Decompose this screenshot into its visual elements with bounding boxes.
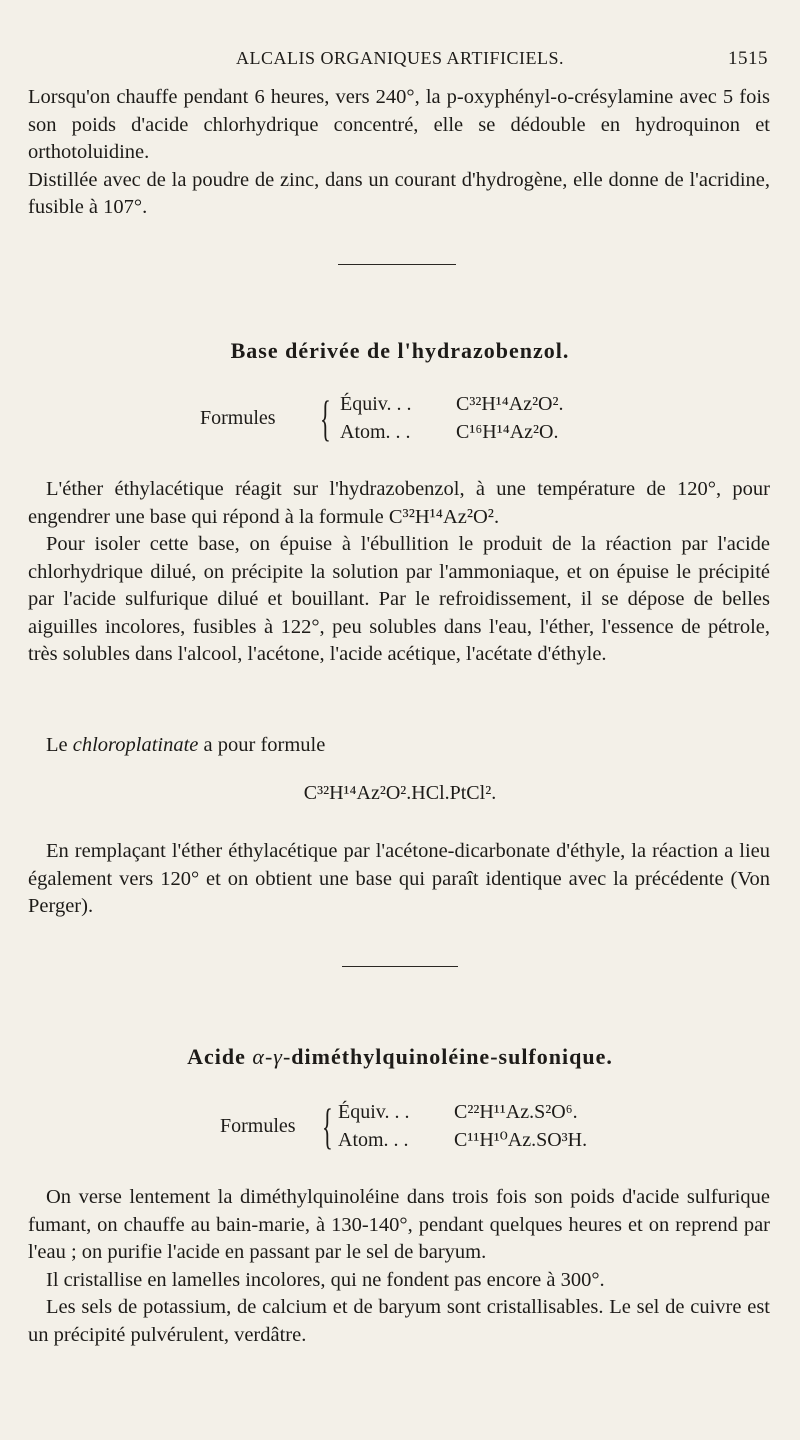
section-2-formulas [220, 1098, 640, 1158]
p3-italic-term: chloroplatinate [72, 734, 199, 756]
equiv-formula: C³²H¹⁴Az²O². [456, 393, 564, 415]
atom-formula: C¹¹H¹⁰Az.SO³H. [454, 1129, 588, 1151]
section-1-formulas [200, 390, 620, 450]
section-divider-1 [338, 264, 456, 265]
p3-suffix: a pour formule [198, 734, 326, 756]
formulas-label: Formules [220, 1115, 296, 1137]
section-1-paragraph-2: Pour isoler cette base, on épuise à l'ébullition le produit de la réaction par l'acide chlorhydrique dilué, on précipite la solution par l'ammoniaque, et on épuise le précipité par l'acide sulfurique dilué et bouillant. Par le refroidissement, il se dépose de belles aiguilles incolores, fusibles à 122°, peu solubles dans l'eau, l'éther, l'essence de pétrole, très solubles dans l'alcool, l'acétone, l'acide acétique, l'acétate d'éthyle. [28, 533, 770, 665]
atom-row [340, 418, 558, 446]
intro-paragraph-1: Lorsqu'on chauffe pendant 6 heures, vers 240°, la p-oxyphényl-o-crésylamine avec 5 fois son poids d'acide chlorhydrique concentré, elle se dédouble en hydroquinon et orthotoluidine. [28, 86, 770, 163]
equiv-label: Équiv. . . [338, 1101, 410, 1123]
formulas-label: Formules [200, 407, 276, 429]
intro-paragraph-2: Distillée avec de la poudre de zinc, dans un courant d'hydrogène, elle donne de l'acridine, fusible à 107°. [28, 168, 770, 218]
left-brace-icon: { [322, 1098, 333, 1154]
section-1-text [28, 476, 770, 669]
section-2-title [0, 1044, 800, 1070]
section-2-title-rest: diméthylquinoléine-sulfonique. [291, 1044, 613, 1069]
section-2-title-greek: α-γ- [252, 1044, 292, 1069]
page-header [0, 48, 800, 76]
section-1-closing [28, 838, 770, 921]
atom-label: Atom. . . [338, 1129, 409, 1151]
section-2-paragraph-3: Les sels de potassium, de calcium et de baryum sont cristallisables. Le sel de cuivre est un précipité pulvérulent, verdâtre. [28, 1296, 770, 1346]
equiv-label: Équiv. . . [340, 393, 412, 415]
atom-label: Atom. . . [340, 421, 411, 443]
atom-formula: C¹⁶H¹⁴Az²O. [456, 421, 559, 443]
equiv-row [340, 390, 564, 418]
left-brace-icon: { [320, 390, 331, 446]
equiv-formula: C²²H¹¹Az.S²O⁶. [454, 1101, 578, 1123]
section-2-text [28, 1184, 770, 1349]
section-1-title: Base dérivée de l'hydrazobenzol. [230, 338, 570, 363]
intro-text [28, 84, 770, 222]
section-2-paragraph-2: Il cristallise en lamelles incolores, qui ne fondent pas encore à 300°. [46, 1268, 605, 1291]
section-1-paragraph-1: L'éther éthylacétique réagit sur l'hydrazobenzol, à une température de 120°, pour engendrer une base qui répond à la formule C³²H¹⁴Az²O². [28, 478, 770, 528]
p3-prefix: Le [46, 734, 73, 756]
chloroplatinate-line [28, 732, 770, 760]
running-title: ALCALIS ORGANIQUES ARTIFICIELS. [236, 48, 564, 68]
section-1-paragraph-4: En remplaçant l'éther éthylacétique par l'acétone-dicarbonate d'éthyle, la réaction a lieu également vers 120° et on obtient une base qui paraît identique avec la précédente (Von Perger). [28, 840, 770, 917]
equiv-row [338, 1098, 578, 1126]
chloroplatinate-formula: C³²H¹⁴Az²O².HCl.PtCl². [303, 782, 497, 804]
page-number: 1515 [728, 48, 768, 69]
section-2-paragraph-1: On verse lentement la diméthylquinoléine dans trois fois son poids d'acide sulfurique fumant, on chauffe au bain-marie, à 130-140°, pendant quelques heures et on reprend par l'eau ; on purifie l'acide en passant par le sel de baryum. [28, 1186, 770, 1263]
atom-row [338, 1126, 587, 1154]
section-divider-2 [342, 966, 458, 967]
section-2-title-prefix: Acide [187, 1044, 253, 1069]
